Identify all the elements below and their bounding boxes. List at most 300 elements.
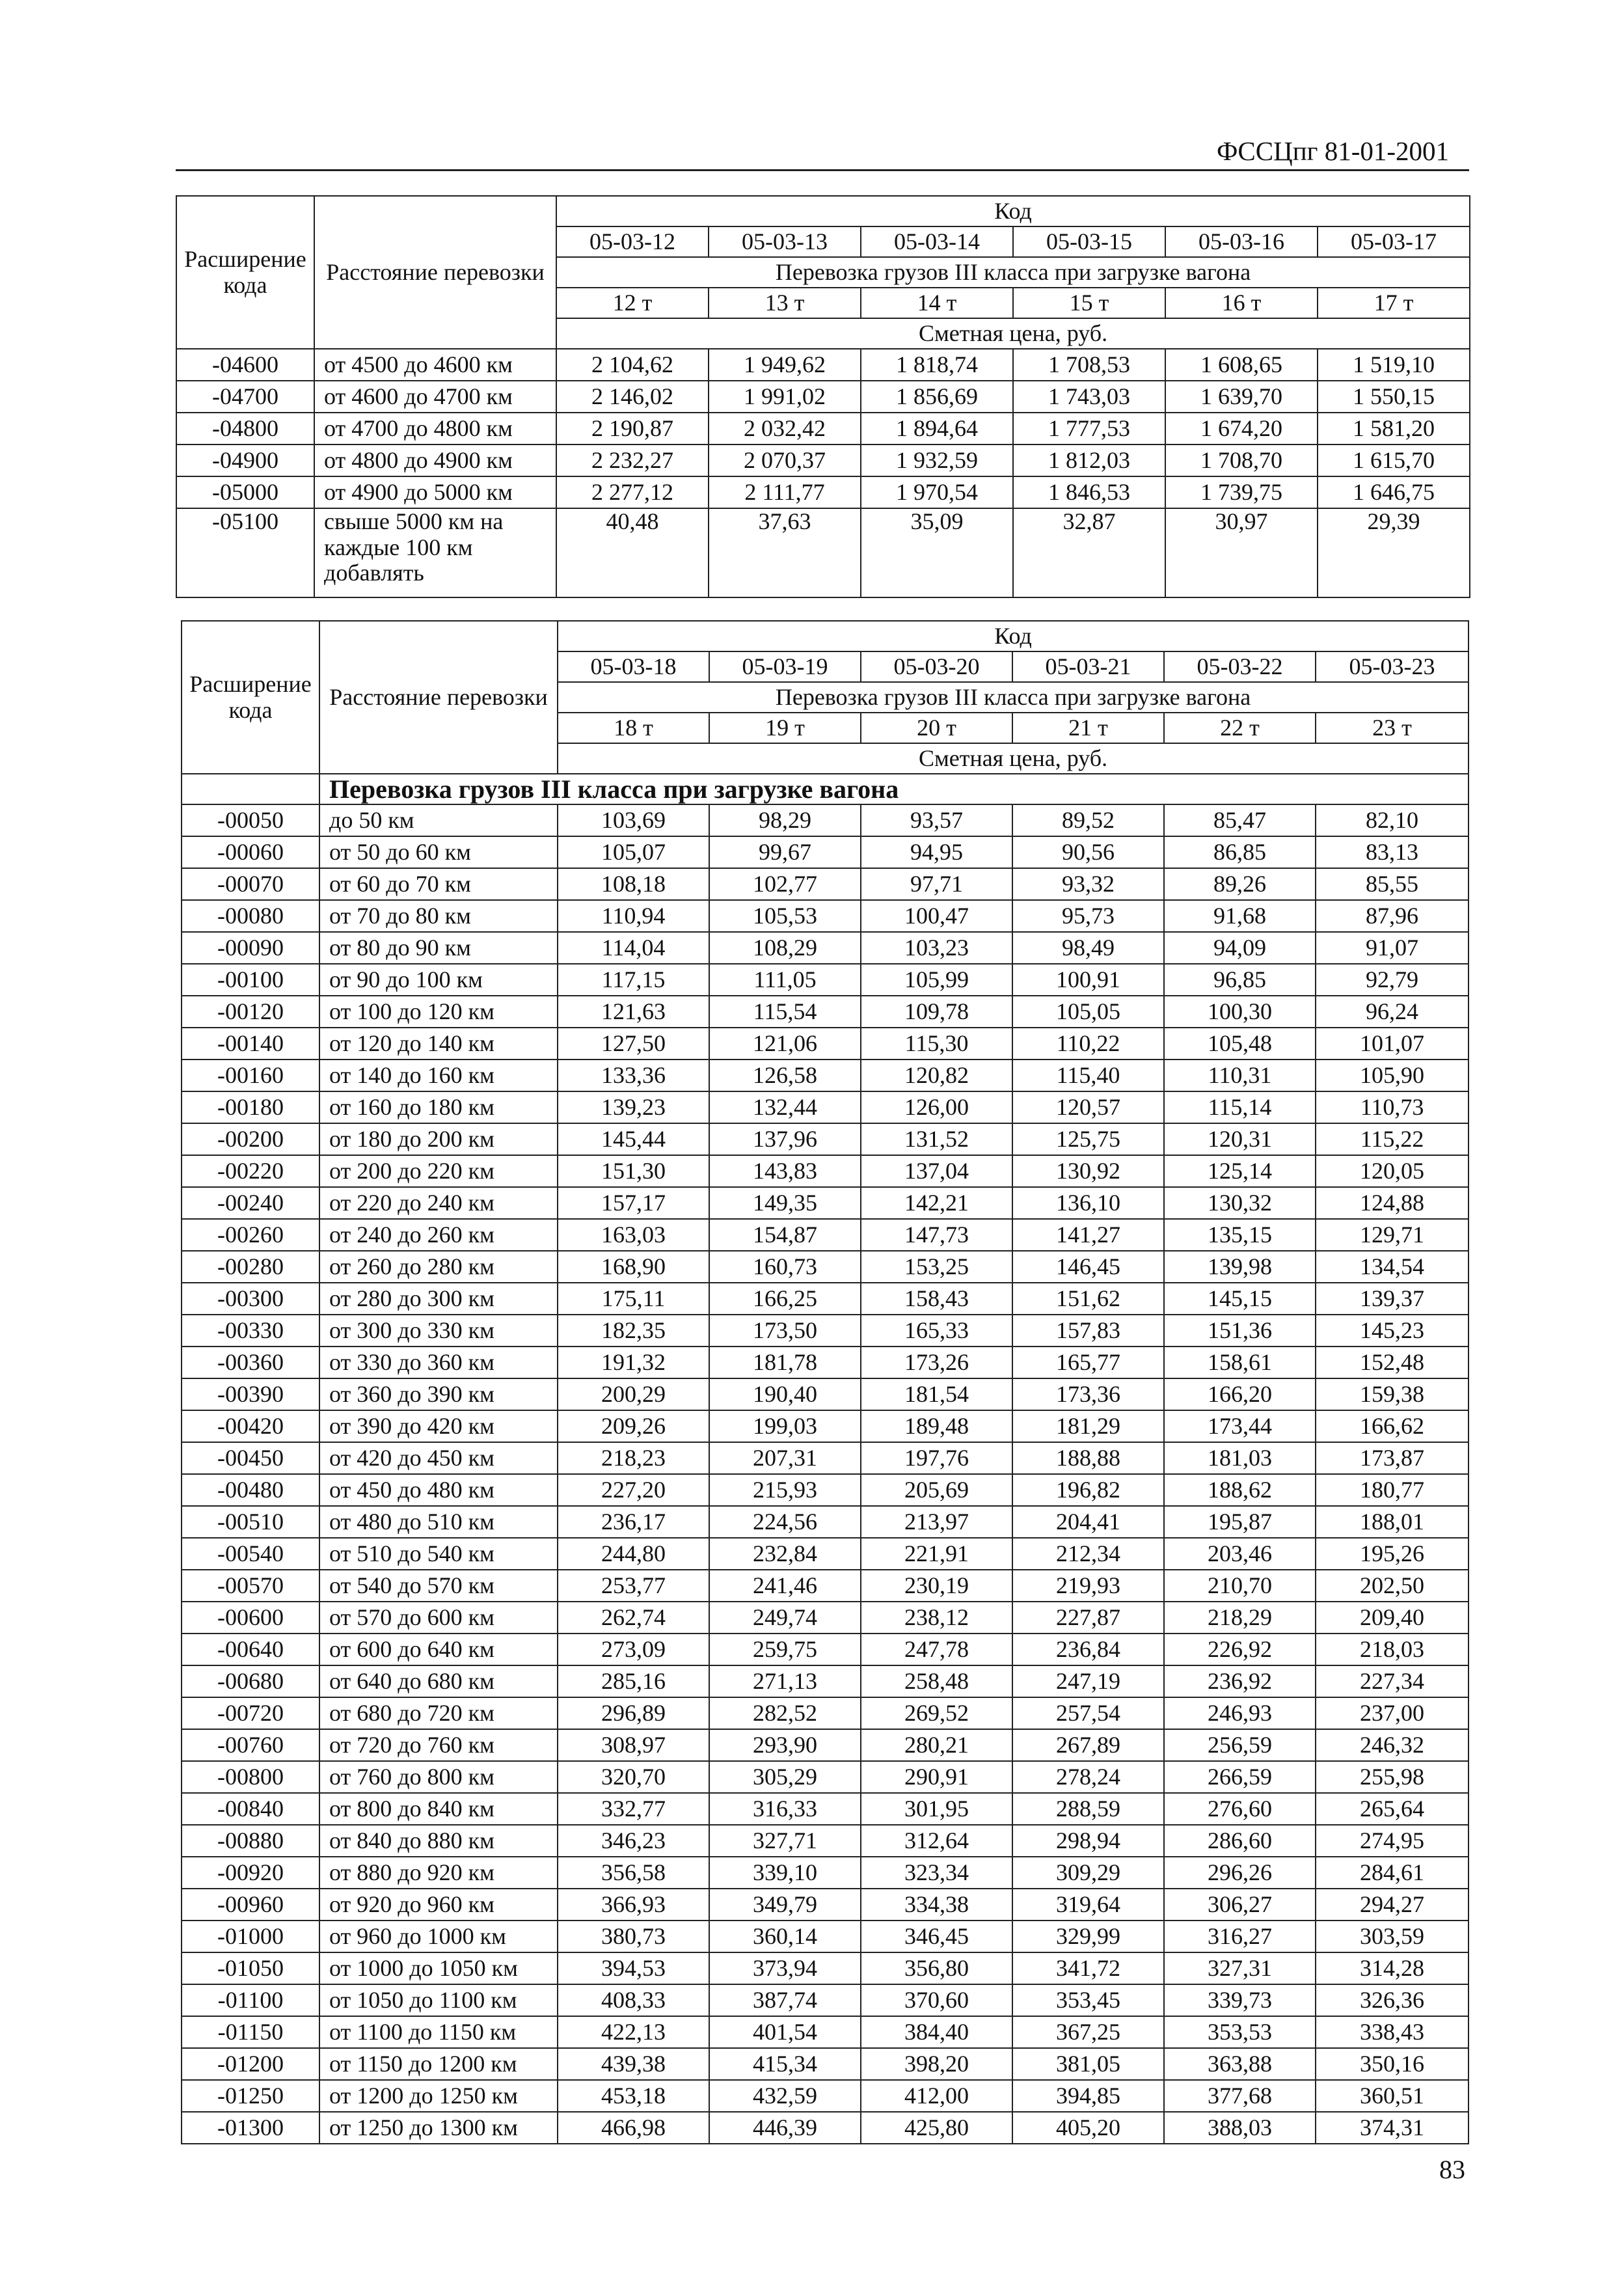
price-cell: 124,88 — [1316, 1187, 1468, 1219]
price-cell: 346,45 — [861, 1921, 1012, 1952]
price-cell: 99,67 — [709, 836, 861, 868]
price-cell: 320,70 — [558, 1761, 709, 1793]
price-cell: 1 949,62 — [709, 349, 861, 381]
code-extension-cell: -00330 — [182, 1315, 319, 1347]
price-cell: 388,03 — [1164, 2112, 1316, 2144]
code-extension-cell: -00080 — [182, 900, 319, 932]
price-cell: 432,59 — [709, 2080, 861, 2112]
price-cell: 278,24 — [1012, 1761, 1164, 1793]
price-cell: 298,94 — [1012, 1825, 1164, 1857]
price-cell: 115,30 — [861, 1028, 1012, 1060]
table-row — [182, 1921, 1468, 1952]
distance-cell: от 420 до 450 км — [319, 1442, 558, 1474]
table-row — [176, 508, 1470, 597]
price-cell: 127,50 — [558, 1028, 709, 1060]
price-cell: 191,32 — [558, 1347, 709, 1378]
distance-cell: от 70 до 80 км — [319, 900, 558, 932]
price-cell: 226,92 — [1164, 1634, 1316, 1665]
price-cell: 387,74 — [709, 1984, 861, 2016]
price-cell: 286,60 — [1164, 1825, 1316, 1857]
price-cell: 149,35 — [709, 1187, 861, 1219]
price-cell: 143,83 — [709, 1155, 861, 1187]
price-cell: 309,29 — [1012, 1857, 1164, 1889]
price-cell: 101,07 — [1316, 1028, 1468, 1060]
table-row — [182, 1155, 1468, 1187]
code-extension-cell: -00300 — [182, 1283, 319, 1315]
price-cell: 30,97 — [1165, 508, 1318, 597]
price-cell: 244,80 — [558, 1538, 709, 1570]
price-cell: 91,68 — [1164, 900, 1316, 932]
price-cell: 266,59 — [1164, 1761, 1316, 1793]
distance-cell: от 1250 до 1300 км — [319, 2112, 558, 2144]
code-extension-cell: -00800 — [182, 1761, 319, 1793]
code-extension-cell: -04600 — [176, 349, 314, 381]
price-cell: 145,23 — [1316, 1315, 1468, 1347]
price-cell: 120,57 — [1012, 1091, 1164, 1123]
distance-cell: от 390 до 420 км — [319, 1410, 558, 1442]
price-cell: 182,35 — [558, 1315, 709, 1347]
distance-cell: от 360 до 390 км — [319, 1378, 558, 1410]
load-cell: 20 т — [861, 713, 1012, 743]
distance-cell: от 60 до 70 км — [319, 868, 558, 900]
price-cell: 401,54 — [709, 2016, 861, 2048]
distance-cell: от 450 до 480 км — [319, 1474, 558, 1506]
price-cell: 453,18 — [558, 2080, 709, 2112]
price-cell: 188,88 — [1012, 1442, 1164, 1474]
price-cell: 265,64 — [1316, 1793, 1468, 1825]
price-cell: 329,99 — [1012, 1921, 1164, 1952]
table-body — [176, 349, 1470, 597]
price-cell: 32,87 — [1013, 508, 1165, 597]
price-cell: 100,47 — [861, 900, 1012, 932]
table-row — [182, 932, 1468, 964]
price-cell: 134,54 — [1316, 1251, 1468, 1283]
price-cell: 466,98 — [558, 2112, 709, 2144]
price-cell: 350,16 — [1316, 2048, 1468, 2080]
code-extension-cell: -00680 — [182, 1665, 319, 1697]
header-transport: Перевозка грузов III класса при загрузке вагона — [556, 257, 1470, 288]
price-cell: 173,87 — [1316, 1442, 1468, 1474]
price-cell: 196,82 — [1012, 1474, 1164, 1506]
distance-cell: от 280 до 300 км — [319, 1283, 558, 1315]
price-cell: 219,93 — [1012, 1570, 1164, 1602]
price-cell: 439,38 — [558, 2048, 709, 2080]
price-cell: 215,93 — [709, 1474, 861, 1506]
code-extension-cell: -00510 — [182, 1506, 319, 1538]
distance-cell: от 180 до 200 км — [319, 1123, 558, 1155]
price-table-2 — [181, 620, 1469, 2144]
price-cell: 285,16 — [558, 1665, 709, 1697]
code-extension-cell: -05100 — [176, 508, 314, 597]
price-cell: 360,14 — [709, 1921, 861, 1952]
price-cell: 98,49 — [1012, 932, 1164, 964]
price-cell: 1 818,74 — [861, 349, 1013, 381]
load-cell: 15 т — [1013, 288, 1165, 318]
distance-cell: от 1050 до 1100 км — [319, 1984, 558, 2016]
code-extension-cell: -00640 — [182, 1634, 319, 1665]
table-row — [182, 1665, 1468, 1697]
price-cell: 2 232,27 — [556, 444, 709, 476]
price-cell: 100,30 — [1164, 996, 1316, 1028]
code-cell: 05-03-12 — [556, 226, 709, 257]
price-cell: 87,96 — [1316, 900, 1468, 932]
price-cell: 314,28 — [1316, 1952, 1468, 1984]
price-cell: 246,93 — [1164, 1697, 1316, 1729]
price-cell: 181,29 — [1012, 1410, 1164, 1442]
distance-cell: от 800 до 840 км — [319, 1793, 558, 1825]
code-cell: 05-03-13 — [709, 226, 861, 257]
price-cell: 303,59 — [1316, 1921, 1468, 1952]
header-price: Сметная цена, руб. — [558, 743, 1468, 774]
price-cell: 117,15 — [558, 964, 709, 996]
load-cell: 22 т — [1164, 713, 1316, 743]
price-cell: 173,50 — [709, 1315, 861, 1347]
price-cell: 280,21 — [861, 1729, 1012, 1761]
price-cell: 296,89 — [558, 1697, 709, 1729]
load-cell: 17 т — [1318, 288, 1470, 318]
table-row — [182, 1952, 1468, 1984]
table-row — [182, 1793, 1468, 1825]
code-extension-cell: -00180 — [182, 1091, 319, 1123]
price-cell: 276,60 — [1164, 1793, 1316, 1825]
price-cell: 308,97 — [558, 1729, 709, 1761]
price-cell: 165,33 — [861, 1315, 1012, 1347]
price-cell: 274,95 — [1316, 1825, 1468, 1857]
price-cell: 96,85 — [1164, 964, 1316, 996]
price-cell: 163,03 — [558, 1219, 709, 1251]
price-cell: 154,87 — [709, 1219, 861, 1251]
price-cell: 166,62 — [1316, 1410, 1468, 1442]
distance-cell: до 50 км — [319, 804, 558, 836]
price-cell: 282,52 — [709, 1697, 861, 1729]
price-cell: 82,10 — [1316, 804, 1468, 836]
table-row — [182, 1283, 1468, 1315]
price-cell: 141,27 — [1012, 1219, 1164, 1251]
price-cell: 2 032,42 — [709, 413, 861, 444]
price-cell: 209,40 — [1316, 1602, 1468, 1634]
price-cell: 100,91 — [1012, 964, 1164, 996]
price-cell: 1 550,15 — [1318, 381, 1470, 413]
price-cell: 125,14 — [1164, 1155, 1316, 1187]
table-row — [182, 1315, 1468, 1347]
price-cell: 158,43 — [861, 1283, 1012, 1315]
price-cell: 126,00 — [861, 1091, 1012, 1123]
price-cell: 168,90 — [558, 1251, 709, 1283]
price-cell: 1 739,75 — [1165, 476, 1318, 508]
distance-cell: от 260 до 280 км — [319, 1251, 558, 1283]
distance-cell: от 50 до 60 км — [319, 836, 558, 868]
price-cell: 195,87 — [1164, 1506, 1316, 1538]
price-cell: 381,05 — [1012, 2048, 1164, 2080]
header-price: Сметная цена, руб. — [556, 318, 1470, 349]
code-extension-cell: -00070 — [182, 868, 319, 900]
price-cell: 85,55 — [1316, 868, 1468, 900]
load-cell: 12 т — [556, 288, 709, 318]
price-cell: 415,34 — [709, 2048, 861, 2080]
price-cell: 145,15 — [1164, 1283, 1316, 1315]
price-cell: 247,78 — [861, 1634, 1012, 1665]
price-cell: 103,69 — [558, 804, 709, 836]
distance-cell: от 760 до 800 км — [319, 1761, 558, 1793]
price-cell: 129,71 — [1316, 1219, 1468, 1251]
code-extension-cell: -00160 — [182, 1060, 319, 1091]
table-row — [182, 1697, 1468, 1729]
table-row — [182, 2080, 1468, 2112]
price-cell: 2 277,12 — [556, 476, 709, 508]
price-cell: 2 070,37 — [709, 444, 861, 476]
table-row — [182, 1984, 1468, 2016]
price-cell: 363,88 — [1164, 2048, 1316, 2080]
code-extension-cell: -00760 — [182, 1729, 319, 1761]
price-cell: 273,09 — [558, 1634, 709, 1665]
price-cell: 189,48 — [861, 1410, 1012, 1442]
distance-cell: от 80 до 90 км — [319, 932, 558, 964]
price-cell: 121,06 — [709, 1028, 861, 1060]
table-row — [176, 381, 1470, 413]
price-cell: 142,21 — [861, 1187, 1012, 1219]
price-cell: 236,17 — [558, 1506, 709, 1538]
price-cell: 247,19 — [1012, 1665, 1164, 1697]
table-row — [182, 1091, 1468, 1123]
distance-cell: от 240 до 260 км — [319, 1219, 558, 1251]
table-row — [182, 1187, 1468, 1219]
table-row — [182, 1602, 1468, 1634]
table-row — [182, 1634, 1468, 1665]
code-cell: 05-03-22 — [1164, 651, 1316, 682]
price-cell: 139,23 — [558, 1091, 709, 1123]
distance-cell: от 160 до 180 км — [319, 1091, 558, 1123]
price-cell: 370,60 — [861, 1984, 1012, 2016]
table-row — [182, 804, 1468, 836]
table-row — [182, 2016, 1468, 2048]
price-cell: 305,29 — [709, 1761, 861, 1793]
table-row — [182, 868, 1468, 900]
price-cell: 181,03 — [1164, 1442, 1316, 1474]
code-cell: 05-03-15 — [1013, 226, 1165, 257]
price-cell: 408,33 — [558, 1984, 709, 2016]
distance-cell: от 4700 до 4800 км — [314, 413, 556, 444]
price-cell: 173,26 — [861, 1347, 1012, 1378]
price-cell: 326,36 — [1316, 1984, 1468, 2016]
price-cell: 92,79 — [1316, 964, 1468, 996]
price-cell: 203,46 — [1164, 1538, 1316, 1570]
distance-cell: от 4600 до 4700 км — [314, 381, 556, 413]
price-cell: 327,31 — [1164, 1952, 1316, 1984]
price-cell: 2 146,02 — [556, 381, 709, 413]
price-cell: 86,85 — [1164, 836, 1316, 868]
price-cell: 296,26 — [1164, 1857, 1316, 1889]
header-transport: Перевозка грузов III класса при загрузке вагона — [558, 682, 1468, 713]
price-cell: 1 581,20 — [1318, 413, 1470, 444]
table-row — [176, 413, 1470, 444]
code-extension-cell: -00540 — [182, 1538, 319, 1570]
load-cell: 23 т — [1316, 713, 1468, 743]
header-code-extension: Расширение кода — [176, 196, 314, 349]
price-cell: 212,34 — [1012, 1538, 1164, 1570]
price-cell: 1 639,70 — [1165, 381, 1318, 413]
price-cell: 238,12 — [861, 1602, 1012, 1634]
price-cell: 202,50 — [1316, 1570, 1468, 1602]
table-row — [182, 2112, 1468, 2144]
code-cell: 05-03-21 — [1012, 651, 1164, 682]
table-row — [182, 1474, 1468, 1506]
distance-cell: от 300 до 330 км — [319, 1315, 558, 1347]
price-cell: 151,30 — [558, 1155, 709, 1187]
price-cell: 1 932,59 — [861, 444, 1013, 476]
price-cell: 147,73 — [861, 1219, 1012, 1251]
price-cell: 258,48 — [861, 1665, 1012, 1697]
price-cell: 166,25 — [709, 1283, 861, 1315]
price-cell: 114,04 — [558, 932, 709, 964]
distance-cell: от 1150 до 1200 км — [319, 2048, 558, 2080]
price-cell: 367,25 — [1012, 2016, 1164, 2048]
price-cell: 384,40 — [861, 2016, 1012, 2048]
price-cell: 132,44 — [709, 1091, 861, 1123]
price-cell: 316,33 — [709, 1793, 861, 1825]
code-extension-cell: -00450 — [182, 1442, 319, 1474]
price-cell: 349,79 — [709, 1889, 861, 1921]
table-row — [176, 444, 1470, 476]
price-cell: 366,93 — [558, 1889, 709, 1921]
price-cell: 159,38 — [1316, 1378, 1468, 1410]
distance-cell: от 120 до 140 км — [319, 1028, 558, 1060]
distance-cell: от 1000 до 1050 км — [319, 1952, 558, 1984]
price-cell: 102,77 — [709, 868, 861, 900]
price-cell: 1 615,70 — [1318, 444, 1470, 476]
price-cell: 137,96 — [709, 1123, 861, 1155]
price-cell: 91,07 — [1316, 932, 1468, 964]
price-cell: 145,44 — [558, 1123, 709, 1155]
price-cell: 166,20 — [1164, 1378, 1316, 1410]
price-cell: 249,74 — [709, 1602, 861, 1634]
price-cell: 130,32 — [1164, 1187, 1316, 1219]
table-row — [182, 1410, 1468, 1442]
price-cell: 120,05 — [1316, 1155, 1468, 1187]
distance-cell: от 960 до 1000 км — [319, 1921, 558, 1952]
code-extension-cell: -00280 — [182, 1251, 319, 1283]
load-cell: 13 т — [709, 288, 861, 318]
price-cell: 97,71 — [861, 868, 1012, 900]
table-row — [182, 900, 1468, 932]
price-cell: 374,31 — [1316, 2112, 1468, 2144]
code-extension-cell: -00420 — [182, 1410, 319, 1442]
price-cell: 190,40 — [709, 1378, 861, 1410]
price-cell: 40,48 — [556, 508, 709, 597]
price-cell: 232,84 — [709, 1538, 861, 1570]
code-extension-cell: -00720 — [182, 1697, 319, 1729]
price-cell: 1 608,65 — [1165, 349, 1318, 381]
price-cell: 139,98 — [1164, 1251, 1316, 1283]
load-cell: 21 т — [1012, 713, 1164, 743]
price-cell: 1 646,75 — [1318, 476, 1470, 508]
price-cell: 126,58 — [709, 1060, 861, 1091]
price-cell: 120,31 — [1164, 1123, 1316, 1155]
distance-cell: от 330 до 360 км — [319, 1347, 558, 1378]
price-cell: 105,05 — [1012, 996, 1164, 1028]
price-cell: 312,64 — [861, 1825, 1012, 1857]
distance-cell: от 1200 до 1250 км — [319, 2080, 558, 2112]
price-cell: 422,13 — [558, 2016, 709, 2048]
table-row — [182, 1219, 1468, 1251]
section-empty-cell — [182, 774, 319, 804]
price-cell: 1 674,20 — [1165, 413, 1318, 444]
price-cell: 288,59 — [1012, 1793, 1164, 1825]
price-cell: 259,75 — [709, 1634, 861, 1665]
document-code: ФССЦпг 81-01-2001 — [1217, 136, 1450, 166]
code-cell: 05-03-23 — [1316, 651, 1468, 682]
code-extension-cell: -00360 — [182, 1347, 319, 1378]
code-extension-cell: -00390 — [182, 1378, 319, 1410]
price-cell: 110,22 — [1012, 1028, 1164, 1060]
price-cell: 227,34 — [1316, 1665, 1468, 1697]
table-row — [182, 1123, 1468, 1155]
price-cell: 93,57 — [861, 804, 1012, 836]
load-cell: 18 т — [558, 713, 709, 743]
code-extension-cell: -01100 — [182, 1984, 319, 2016]
distance-cell: от 90 до 100 км — [319, 964, 558, 996]
price-cell: 200,29 — [558, 1378, 709, 1410]
price-cell: 96,24 — [1316, 996, 1468, 1028]
price-cell: 197,76 — [861, 1442, 1012, 1474]
code-extension-cell: -00200 — [182, 1123, 319, 1155]
price-cell: 284,61 — [1316, 1857, 1468, 1889]
table-row — [182, 1889, 1468, 1921]
price-cell: 120,82 — [861, 1060, 1012, 1091]
table-row — [182, 2048, 1468, 2080]
code-cell: 05-03-18 — [558, 651, 709, 682]
price-cell: 108,29 — [709, 932, 861, 964]
price-cell: 327,71 — [709, 1825, 861, 1857]
price-cell: 85,47 — [1164, 804, 1316, 836]
code-extension-cell: -00880 — [182, 1825, 319, 1857]
code-extension-cell: -04700 — [176, 381, 314, 413]
price-cell: 207,31 — [709, 1442, 861, 1474]
price-cell: 105,07 — [558, 836, 709, 868]
price-cell: 94,09 — [1164, 932, 1316, 964]
price-cell: 356,58 — [558, 1857, 709, 1889]
price-cell: 173,36 — [1012, 1378, 1164, 1410]
price-cell: 95,73 — [1012, 900, 1164, 932]
price-cell: 137,04 — [861, 1155, 1012, 1187]
price-cell: 151,36 — [1164, 1315, 1316, 1347]
distance-cell: от 480 до 510 км — [319, 1506, 558, 1538]
price-cell: 110,73 — [1316, 1091, 1468, 1123]
price-cell: 339,10 — [709, 1857, 861, 1889]
distance-cell: от 540 до 570 км — [319, 1570, 558, 1602]
table-row — [182, 836, 1468, 868]
price-cell: 230,19 — [861, 1570, 1012, 1602]
price-cell: 237,00 — [1316, 1697, 1468, 1729]
distance-cell: от 920 до 960 км — [319, 1889, 558, 1921]
price-cell: 332,77 — [558, 1793, 709, 1825]
code-extension-cell: -00100 — [182, 964, 319, 996]
price-cell: 425,80 — [861, 2112, 1012, 2144]
price-cell: 108,18 — [558, 868, 709, 900]
price-cell: 227,20 — [558, 1474, 709, 1506]
price-cell: 133,36 — [558, 1060, 709, 1091]
header-kod: Код — [558, 621, 1468, 651]
price-cell: 412,00 — [861, 2080, 1012, 2112]
distance-cell: от 640 до 680 км — [319, 1665, 558, 1697]
price-cell: 153,25 — [861, 1251, 1012, 1283]
price-cell: 213,97 — [861, 1506, 1012, 1538]
price-cell: 105,53 — [709, 900, 861, 932]
code-cell: 05-03-14 — [861, 226, 1013, 257]
price-cell: 173,44 — [1164, 1410, 1316, 1442]
price-cell: 1 856,69 — [861, 381, 1013, 413]
price-cell: 446,39 — [709, 2112, 861, 2144]
price-cell: 224,56 — [709, 1506, 861, 1538]
